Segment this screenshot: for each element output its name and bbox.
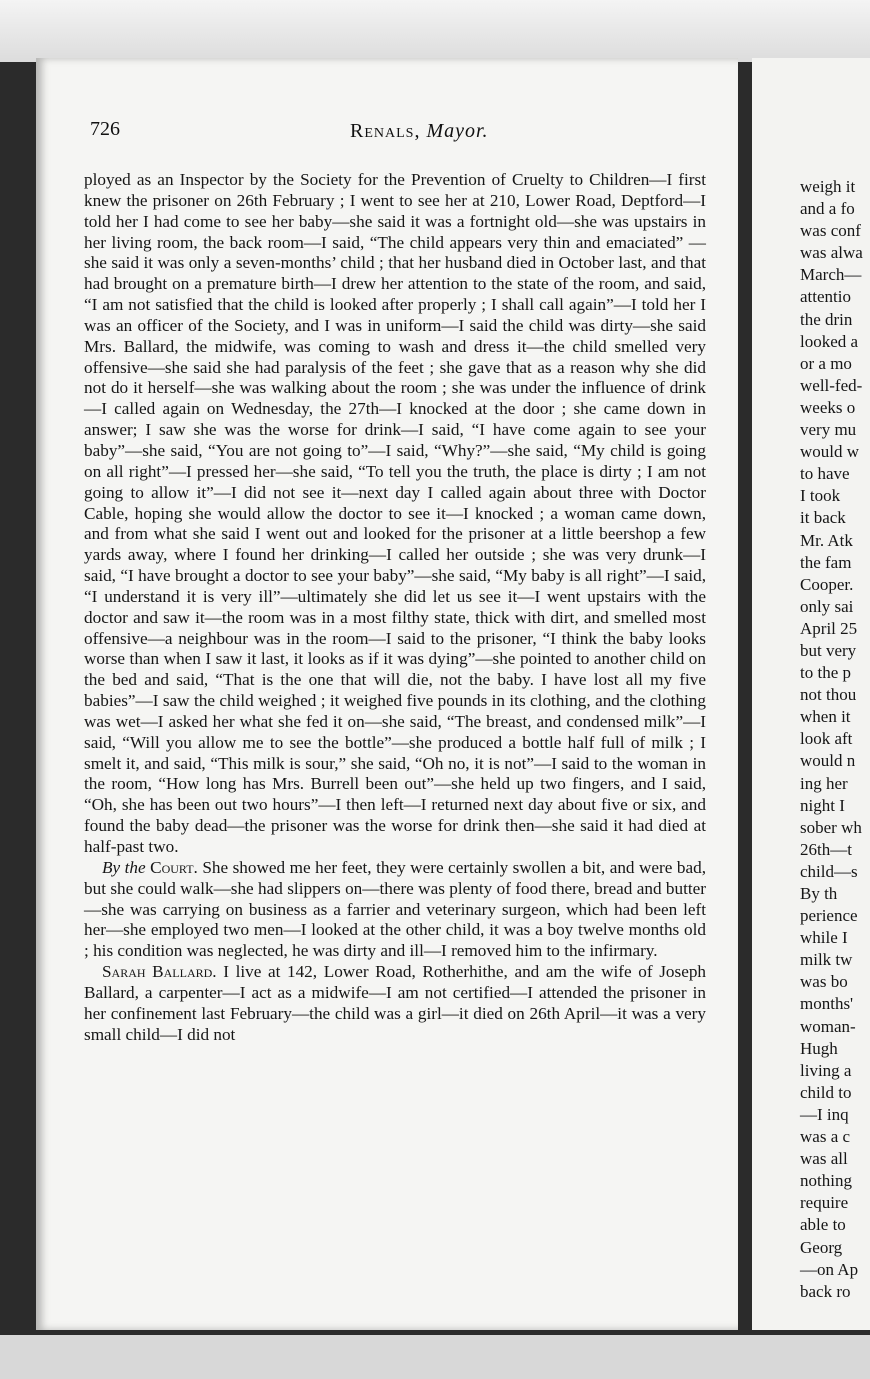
right-page-line: April 25	[800, 618, 858, 638]
right-page-line: not thou	[800, 685, 857, 705]
paragraph-2-lead: By the	[102, 857, 146, 877]
right-page-line: night I	[800, 795, 845, 815]
running-head	[350, 120, 489, 143]
right-page-line: attentio	[800, 287, 851, 307]
right-page-line: 26th—t	[800, 839, 852, 859]
right-page-line: would n	[800, 751, 856, 771]
paragraph-2	[84, 858, 706, 962]
right-page-text	[800, 176, 870, 1303]
right-page-line: was alwa	[800, 243, 863, 263]
right-page-line: I took	[800, 486, 841, 506]
paragraph-3-speaker: Sarah Ballard.	[102, 962, 217, 982]
top-margin	[0, 0, 870, 62]
right-page-line: perience	[800, 906, 858, 926]
right-page-line: was bo	[800, 972, 848, 992]
page-number: 726	[90, 118, 120, 140]
right-page-line: well-fed-	[800, 375, 863, 395]
right-page-line: living a	[800, 1060, 852, 1080]
right-page-line: very mu	[800, 420, 857, 440]
right-page-line: —I inq	[800, 1104, 849, 1124]
paragraph-2-speaker: Court.	[150, 857, 198, 877]
right-page-line: ing her	[800, 773, 848, 793]
right-page-line: milk tw	[800, 950, 853, 970]
right-page-line: it back	[800, 508, 846, 528]
paragraph-3-text: I live at 142, Lower Road, Rotherhithe, and am the wife of Joseph Ballard, a carpenter—I act as a midwife—I am not certified—I attended the prisoner in her confinement last February—the child was a girl—it died on 26th April—it was a very small child—I did not	[84, 962, 707, 1044]
right-page-line: to have	[800, 464, 850, 484]
right-page-line: was a c	[800, 1127, 851, 1147]
right-page-line: months'	[800, 994, 854, 1014]
right-page-line: March—	[800, 265, 862, 285]
page-header	[90, 118, 690, 146]
right-page-line: Hugh	[800, 1038, 838, 1058]
left-page	[36, 58, 738, 1330]
right-page-line: looked a	[800, 331, 859, 351]
right-page-line: or a mo	[800, 353, 852, 373]
right-page-line: —on Ap	[800, 1259, 859, 1279]
right-page-line: child—s	[800, 861, 858, 881]
right-page-line: nothing	[800, 1171, 852, 1191]
paragraph-2-text: She showed me her feet, they were certainly swollen a bit, and were bad, but she could walk—she had slippers on—there was plenty of food there, bread and butter—she was carrying on business as a farrier and veterinary surgeon, which had been left her—she employed two men—I looked at the other child, it was a boy twelve months old ; his condition was neglected, he was dirty and ill—I removed him to the infirmary.	[84, 857, 706, 961]
right-page-line: was all	[800, 1149, 848, 1169]
right-page-line: when it	[800, 707, 851, 727]
right-page-line: the fam	[800, 552, 852, 572]
right-page-line: only sai	[800, 596, 854, 616]
right-page-line: would w	[800, 442, 860, 462]
right-page-line: sober wh	[800, 817, 862, 837]
running-head-title: Mayor.	[426, 120, 489, 142]
right-page-line: look aft	[800, 729, 853, 749]
right-page-line: weigh it	[800, 177, 856, 196]
right-page-line: back ro	[800, 1281, 851, 1301]
right-page-line: woman-	[800, 1016, 856, 1036]
bottom-margin	[0, 1335, 870, 1379]
right-page-line: Cooper.	[800, 574, 854, 594]
running-head-name: Renals,	[350, 120, 421, 142]
paragraph-1: ployed as an Inspector by the Society for the Prevention of Cruelty to Children—I first knew the prisoner on 26th February ; I went to see her at 210, Lower Road, Deptford—I told her I had come to see her baby—she said it was a fortnight old—she was upstairs in her living room, the back room—I said, “The child appears very thin and emaciated” —she said it was only a seven-months’ child ; that her husband died in October last, and that had brought on a premature birth—I drew her attention to the state of the room, and said, “I am not satisfied that the child is looked after properly ; I shall call again”—I told her I was an officer of the Society, and I was in uniform—I said the child was dirty—she said Mrs. Ballard, the midwife, was coming to wash and dress it—the child smelled very offensive—she said she had paralysis of the feet ; she gave that as a reason why she did not do it herself—she was walking about the room ; she was under the influence of drink—I called again on Wednesday, the 27th—I knocked at the door ; she came down in answer; I saw she was the worse for drink—I said, “I have come again to see your baby”—she said, “You are not going to”—I said, “Why?”—she said, “My child is going on all right”—I pressed her—she said, “To tell you the truth, the place is dirty ; I am not going to allow it”—I did not see it—next day I called again about three with Doctor Cable, hoping she would allow the doctor to see it—I knocked ; a woman came down, and from what she said I went out and looked for the prisoner at a little beershop a few yards away, where I found her drinking—I called her outside ; she was very drunk—I said, “I have brought a doctor to see your baby”—she said, “My baby is all right”—I said, “I understand it is very ill”—ultimately she did let us see it—I went upstairs with the doctor and saw it—the room was in a most filthy state, thick with dirt, and smelled most offensive—a neighbour was in the room—I said to the prisoner, “I think the baby looks worse than when I saw it last, it looks as if it was dying”—she pointed to another child on the bed and said, “That is the one that will die, not the baby. I have lost all my five babies”—I saw the child weighed ; it weighed five pounds in its clothing, and the clothing was wet—I asked her what she fed it on—she said, “The breast, and condensed milk”—I said, “Will you allow me to see the bottle”—she produced a bottle half full of milk ; I smelt it, and said, “This milk is sour,” she said, “Oh no, it is not”—I said to the woman in the room, “How long has Mrs. Burrell been out”—she held up two fingers, and I said, “Oh, she has been out two hours”—I then left—I returned next day about five or six, and found the baby dead—the prisoner was the worse for drink then—she said it had died at half-past two.	[84, 170, 706, 856]
right-page-line: Mr. Atk	[800, 530, 853, 550]
body-text	[84, 170, 706, 1045]
right-page	[752, 58, 870, 1330]
right-page-line: require	[800, 1193, 849, 1213]
right-page-line: but very	[800, 640, 857, 660]
right-page-line: Georg	[800, 1237, 843, 1257]
right-page-line: and a fo	[800, 199, 855, 219]
right-page-line: was conf	[800, 221, 861, 241]
right-page-line: the drin	[800, 309, 853, 329]
right-page-line: weeks o	[800, 397, 856, 417]
right-page-line: while I	[800, 928, 848, 948]
paragraph-3	[84, 962, 706, 1045]
right-page-line: By th	[800, 884, 838, 903]
right-page-line: to the p	[800, 663, 851, 683]
right-page-line: able to	[800, 1215, 846, 1235]
right-page-line: child to	[800, 1082, 852, 1102]
